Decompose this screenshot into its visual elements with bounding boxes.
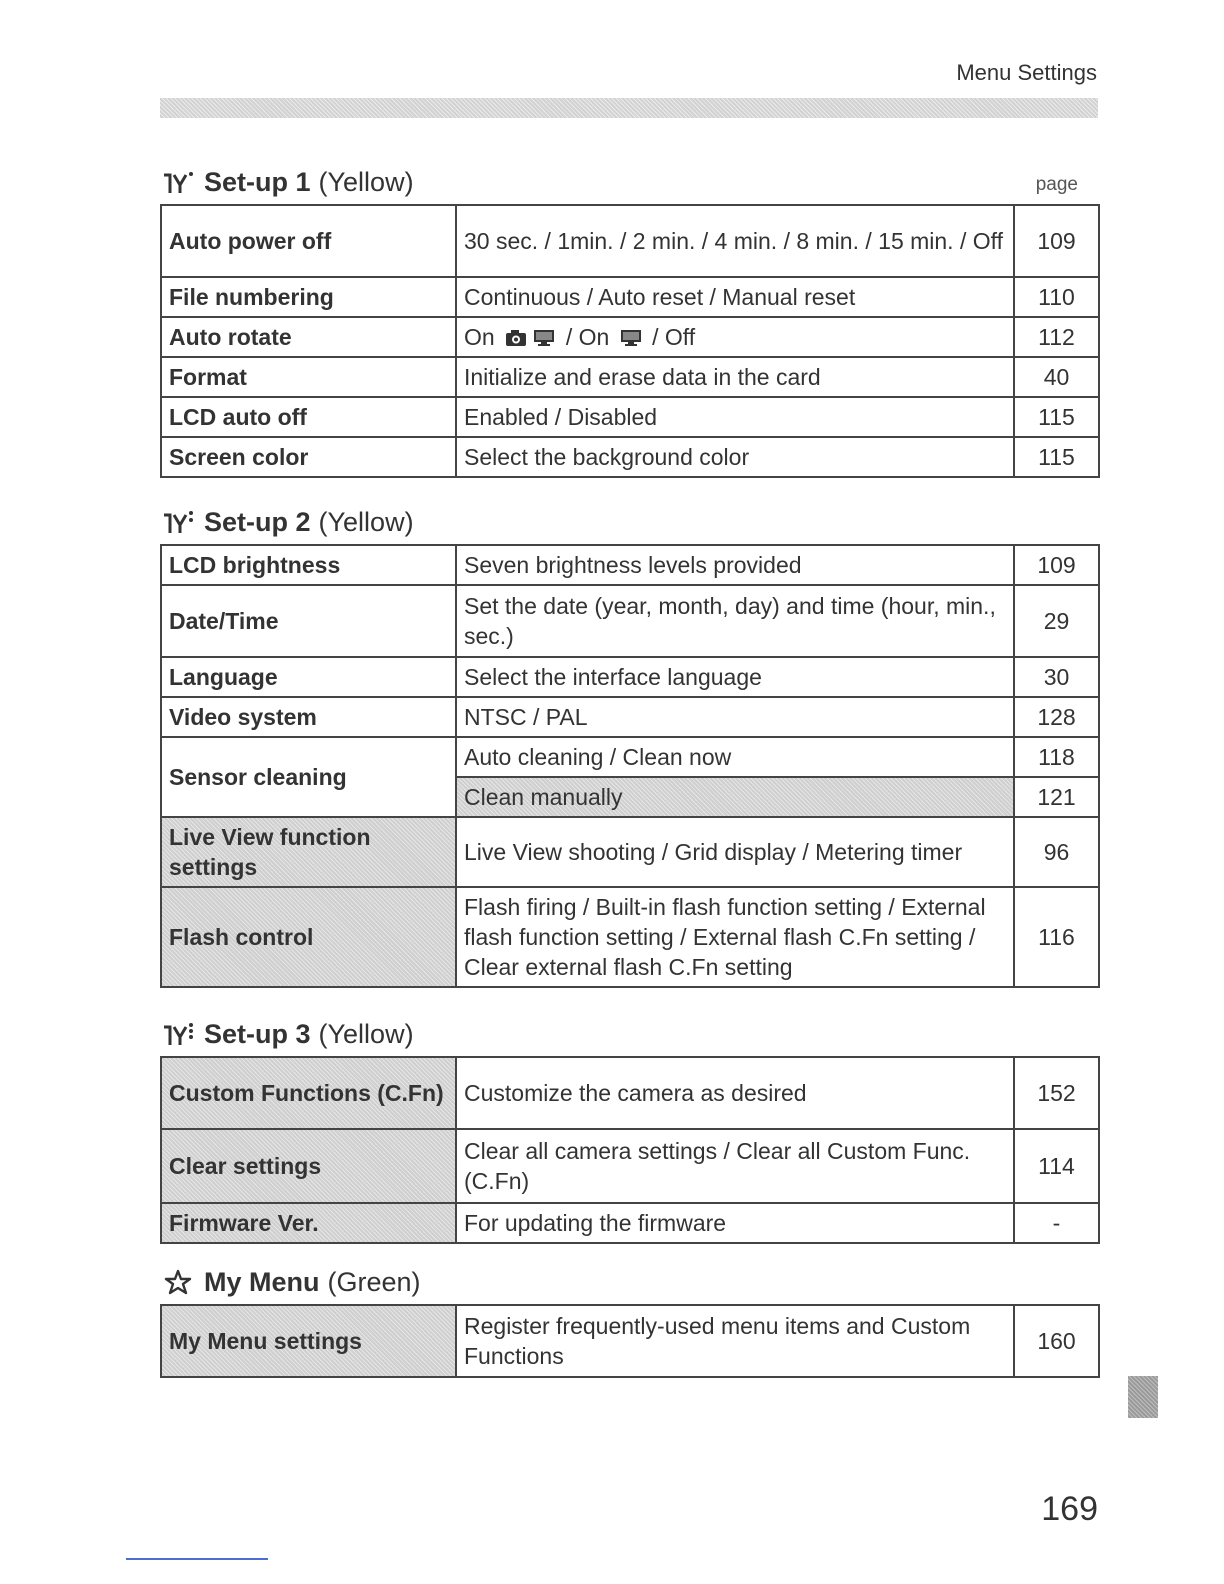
menu-setting: Clean manually [456, 777, 1014, 817]
page-ref: 110 [1014, 277, 1099, 317]
menu-setting: NTSC / PAL [456, 697, 1014, 737]
table-row [161, 887, 1099, 987]
table-row [161, 1305, 1099, 1377]
computer-monitor-icon [620, 329, 642, 347]
menu-table [160, 1056, 1100, 1244]
menu-setting: Seven brightness levels provided [456, 545, 1014, 585]
table-row [161, 1057, 1099, 1129]
table-row [161, 1129, 1099, 1203]
section-color: (Yellow) [318, 507, 414, 537]
section-name: Set-up 1 [204, 167, 311, 197]
page-number: 169 [1041, 1490, 1098, 1528]
menu-item: Screen color [161, 437, 456, 477]
page-ref: 109 [1014, 205, 1099, 277]
running-head: Menu Settings [956, 60, 1097, 85]
menu-item: Date/Time [161, 585, 456, 657]
menu-setting: Continuous / Auto reset / Manual reset [456, 277, 1014, 317]
page-ref: 29 [1014, 585, 1099, 657]
menu-item: My Menu settings [161, 1305, 456, 1377]
table-row [161, 357, 1099, 397]
menu-setting: Live View shooting / Grid display / Metering timer [456, 817, 1014, 887]
menu-item: Video system [161, 697, 456, 737]
page-ref: 30 [1014, 657, 1099, 697]
menu-setting: Select the background color [456, 437, 1014, 477]
section-name: My Menu [204, 1267, 320, 1297]
page-ref: 115 [1014, 397, 1099, 437]
section-my-menu [160, 1260, 1098, 1378]
table-row [161, 545, 1099, 585]
page-ref: 118 [1014, 737, 1099, 777]
table-row [161, 1203, 1099, 1243]
section-setup-3 [160, 1012, 1098, 1244]
section-title [160, 1260, 1098, 1298]
header-bar [160, 98, 1098, 118]
section-title [160, 500, 1098, 538]
menu-setting: Flash firing / Built-in flash function setting / External flash function setting / External flash C.Fn setting / Clear external flash C.Fn setting [456, 887, 1014, 987]
section-color: (Yellow) [318, 167, 414, 197]
menu-item: Custom Functions (C.Fn) [161, 1057, 456, 1129]
menu-setting: 30 sec. / 1min. / 2 min. / 4 min. / 8 min. / 15 min. / Off [456, 205, 1014, 277]
table-row [161, 277, 1099, 317]
menu-item: Auto rotate [161, 317, 456, 357]
camera-icon [505, 329, 527, 347]
page-ref: 114 [1014, 1129, 1099, 1203]
section-setup-1 [160, 160, 1098, 478]
page-ref: 152 [1014, 1057, 1099, 1129]
menu-setting: Enabled / Disabled [456, 397, 1014, 437]
section-name: Set-up 2 [204, 507, 311, 537]
section-name: Set-up 3 [204, 1019, 311, 1049]
table-row [161, 817, 1099, 887]
menu-item: LCD brightness [161, 545, 456, 585]
page-ref: 115 [1014, 437, 1099, 477]
section-title [160, 160, 1098, 198]
menu-table [160, 544, 1100, 988]
menu-item: Sensor cleaning [161, 737, 456, 817]
setting-text: / Off [652, 324, 696, 350]
menu-setting: For updating the firmware [456, 1203, 1014, 1243]
menu-item: Language [161, 657, 456, 697]
menu-setting: Auto cleaning / Clean now [456, 737, 1014, 777]
table-row [161, 737, 1099, 777]
menu-item: Flash control [161, 887, 456, 987]
menu-item: LCD auto off [161, 397, 456, 437]
menu-setting: Customize the camera as desired [456, 1057, 1014, 1129]
footer-line [126, 1558, 268, 1560]
section-color: (Yellow) [318, 1019, 414, 1049]
table-row [161, 697, 1099, 737]
table-row [161, 657, 1099, 697]
menu-item: Format [161, 357, 456, 397]
section-title [160, 1012, 1098, 1050]
setup-2-wrench-icon [160, 509, 196, 535]
menu-setting: Initialize and erase data in the card [456, 357, 1014, 397]
page-ref: 128 [1014, 697, 1099, 737]
menu-table [160, 1304, 1100, 1378]
menu-table [160, 204, 1100, 478]
side-index-tab [1128, 1376, 1158, 1418]
menu-setting [456, 317, 1014, 357]
page-ref: 160 [1014, 1305, 1099, 1377]
page-ref: 40 [1014, 357, 1099, 397]
page-ref: 116 [1014, 887, 1099, 987]
menu-setting: Register frequently-used menu items and Custom Functions [456, 1305, 1014, 1377]
page-column-label: page [1035, 174, 1078, 195]
menu-item: Auto power off [161, 205, 456, 277]
section-setup-2 [160, 500, 1098, 988]
table-row [161, 585, 1099, 657]
setup-1-wrench-icon [160, 169, 196, 195]
page-ref: 112 [1014, 317, 1099, 357]
setup-3-wrench-icon [160, 1021, 196, 1047]
menu-item: Firmware Ver. [161, 1203, 456, 1243]
table-row [161, 317, 1099, 357]
page-ref: 96 [1014, 817, 1099, 887]
page-ref: 109 [1014, 545, 1099, 585]
menu-setting: Clear all camera settings / Clear all Custom Func. (C.Fn) [456, 1129, 1014, 1203]
setting-text: / On [565, 324, 610, 350]
my-menu-star-icon [160, 1269, 196, 1295]
page-ref: - [1014, 1203, 1099, 1243]
section-color: (Green) [327, 1267, 421, 1297]
page-ref: 121 [1014, 777, 1099, 817]
table-row [161, 397, 1099, 437]
computer-monitor-icon [533, 329, 555, 347]
table-row [161, 205, 1099, 277]
setting-text: On [464, 324, 495, 350]
menu-setting: Set the date (year, month, day) and time (hour, min., sec.) [456, 585, 1014, 657]
menu-item: Clear settings [161, 1129, 456, 1203]
menu-setting: Select the interface language [456, 657, 1014, 697]
table-row [161, 437, 1099, 477]
menu-item: File numbering [161, 277, 456, 317]
menu-item: Live View function settings [161, 817, 456, 887]
